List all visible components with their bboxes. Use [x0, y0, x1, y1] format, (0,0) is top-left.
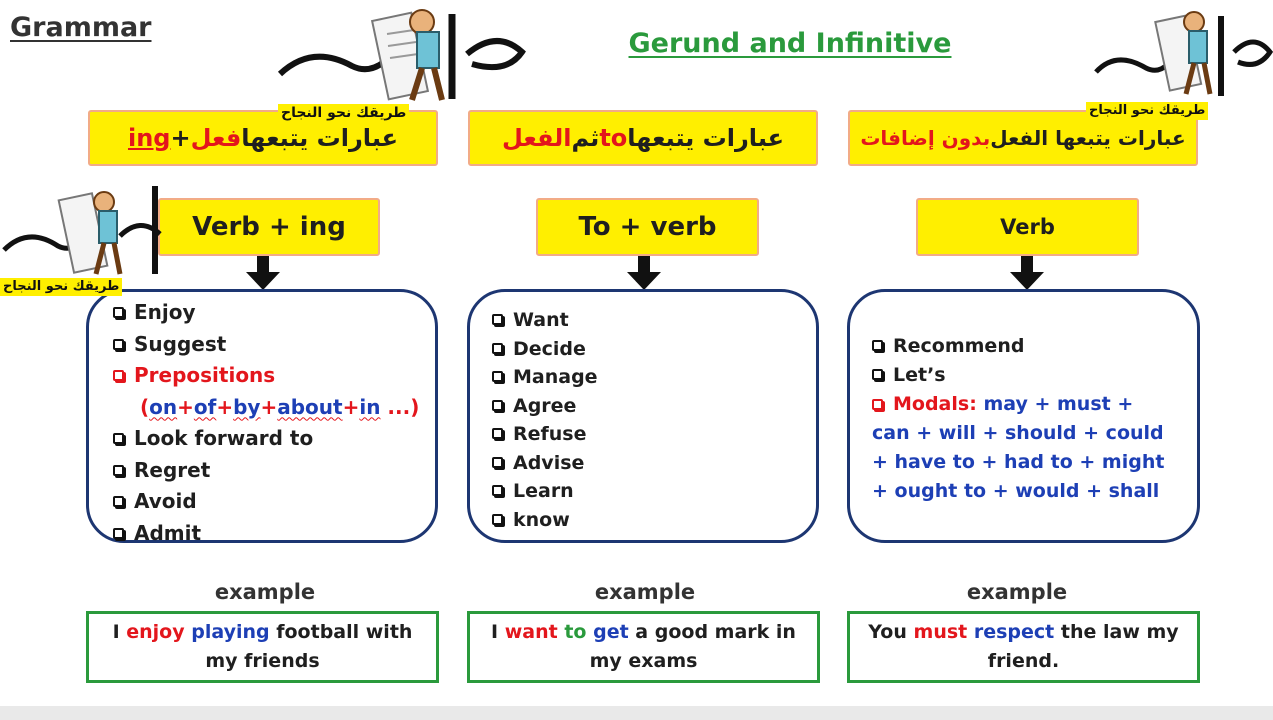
example-verb: want: [504, 621, 558, 643]
example-label: example: [214, 580, 316, 604]
list-item: [113, 297, 419, 329]
example-verb: enjoy: [126, 621, 185, 643]
list-item: [492, 306, 598, 335]
item-label: Regret: [134, 457, 211, 482]
list-item: [492, 506, 598, 535]
ellipsis: ...: [387, 394, 411, 419]
checkbox-icon: [113, 528, 124, 539]
example-sentence-gerund: [86, 611, 439, 683]
checkbox-icon: [113, 370, 124, 381]
cartoon-reader-icon: [1086, 4, 1273, 104]
watermark-logo: [272, 4, 532, 126]
list-item: [492, 363, 598, 392]
list-item: [113, 423, 419, 455]
gerund-verb-list: [86, 289, 438, 543]
checkbox-icon: [113, 496, 124, 507]
bare-verb-list: [847, 289, 1200, 543]
arabic-text: عبارات يتبعها: [627, 124, 785, 152]
checkbox-icon: [113, 307, 124, 318]
formula-verb: Verb: [916, 198, 1139, 256]
down-arrow-icon: [1010, 256, 1044, 292]
list-item: [492, 420, 598, 449]
checkbox-icon: [492, 428, 503, 439]
down-arrow-icon: [246, 256, 280, 292]
list-item: [492, 477, 598, 506]
item-label: Learn: [513, 480, 574, 502]
item-label: Let’s: [893, 364, 946, 386]
item-label: Prepositions: [134, 363, 276, 387]
formula-verb-ing: Verb + ing: [158, 198, 380, 256]
checkbox-icon: [492, 371, 503, 382]
infinitive-verb-list: [467, 289, 819, 543]
checkbox-icon: [872, 369, 883, 380]
to-word: to: [599, 124, 628, 152]
cartoon-reader-icon: [0, 186, 180, 282]
cartoon-reader-icon: [272, 4, 532, 108]
item-label: Want: [513, 309, 569, 331]
example-label: example: [594, 580, 696, 604]
list-item: [113, 486, 419, 518]
example-sentence-infinitive: [467, 611, 820, 683]
example-sentence-bare: [847, 611, 1200, 683]
modals-list: may + must + can + will + should + could + have to + had to + might + ought to + would + shall: [872, 393, 1165, 502]
item-label: Admit: [134, 520, 202, 545]
item-label: Agree: [513, 394, 577, 417]
grammar-heading: Grammar: [10, 12, 152, 43]
example-word: You: [868, 621, 914, 643]
checkbox-icon: [113, 339, 124, 350]
modals-item: [872, 390, 1172, 506]
checkbox-icon: [492, 485, 503, 496]
bottom-band: [0, 706, 1273, 720]
example-to: to: [564, 621, 587, 643]
example-word: a good mark in my exams: [589, 621, 796, 672]
list-item: [872, 361, 1024, 390]
preposition: on: [149, 394, 178, 419]
example-infinitive: get: [593, 621, 629, 643]
watermark-logo: [0, 186, 180, 298]
list-item: [113, 329, 419, 361]
list-item-prepositions: [113, 360, 419, 392]
arabic-then: ثم: [571, 124, 600, 152]
item-label: Suggest: [134, 331, 227, 356]
formula-to-verb: To + verb: [536, 198, 759, 256]
item-label: Enjoy: [134, 300, 196, 324]
preposition: of: [193, 394, 217, 419]
list-item: [872, 332, 1024, 361]
arabic-no-additions: بدون إضافات: [860, 126, 991, 150]
checkbox-icon: [492, 457, 503, 468]
preposition: about: [277, 394, 343, 419]
item-label: know: [513, 508, 570, 531]
example-bare-verb: respect: [973, 621, 1055, 643]
ing-word: ing: [127, 124, 171, 152]
item-label: Look forward to: [134, 426, 314, 450]
preposition: by: [233, 394, 261, 419]
item-label: Decide: [513, 337, 586, 360]
arabic-verb-word: فعل: [190, 124, 242, 152]
down-arrow-icon: [627, 256, 661, 292]
arabic-text: عبارات يتبعها: [241, 124, 399, 152]
preposition: in: [359, 394, 381, 419]
checkbox-icon: [492, 343, 503, 354]
item-label: Recommend: [893, 335, 1025, 357]
example-modal: must: [913, 621, 968, 643]
example-word: the law my friend.: [987, 621, 1179, 672]
list-item: [113, 518, 419, 550]
page-title: Gerund and Infinitive: [628, 28, 952, 59]
example-word: I: [491, 621, 505, 643]
watermark-caption: طريقك نحو النجاح: [278, 104, 409, 122]
watermark-caption: طريقك نحو النجاح: [1086, 102, 1208, 120]
modals-label: Modals:: [893, 393, 977, 415]
item-label: Refuse: [513, 423, 587, 445]
checkbox-icon: [492, 314, 503, 325]
prepositions-examples: ( on + of + by + about + in ... ): [113, 392, 419, 424]
checkbox-icon: [113, 433, 124, 444]
example-word: [967, 621, 974, 643]
watermark-caption: طريقك نحو النجاح: [0, 278, 122, 296]
checkbox-icon: [492, 400, 503, 411]
checkbox-icon: [872, 399, 883, 410]
example-gerund: playing: [191, 621, 270, 643]
checkbox-icon: [492, 514, 503, 525]
list-item: [492, 392, 598, 421]
checkbox-icon: [872, 340, 883, 351]
list-item: [113, 455, 419, 487]
list-item: [492, 449, 598, 478]
example-word: football with my friends: [205, 621, 413, 672]
item-label: Manage: [513, 366, 598, 388]
arabic-verb-word: الفعل: [501, 124, 572, 152]
item-label: Advise: [513, 451, 585, 474]
list-item: [492, 335, 598, 364]
item-label: Avoid: [134, 489, 197, 513]
checkbox-icon: [113, 465, 124, 476]
plus-sign: +: [170, 124, 191, 152]
example-label: example: [966, 580, 1068, 604]
arabic-text: عبارات يتبعها الفعل: [990, 126, 1186, 150]
example-word: I: [112, 621, 127, 643]
watermark-logo: [1086, 4, 1273, 122]
